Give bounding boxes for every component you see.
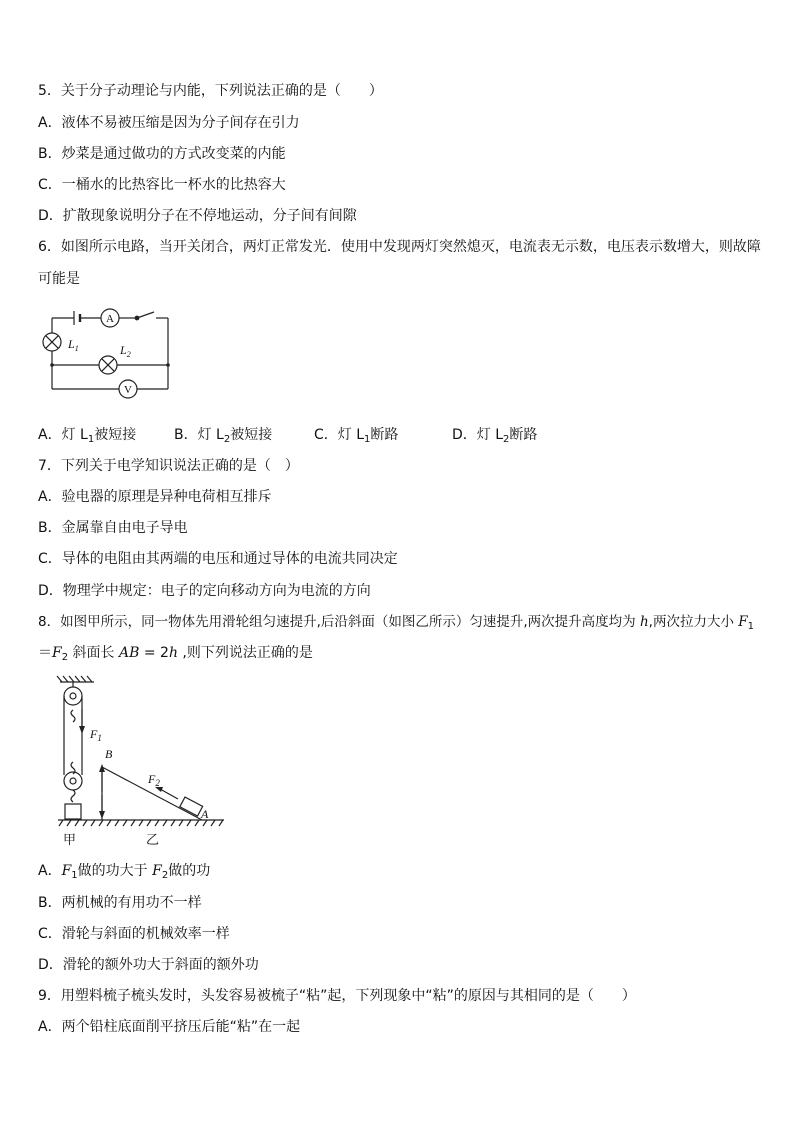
point-a-label: A (201, 807, 209, 821)
q9-option-a: A．两个铅柱底面削平挤压后能“粘”在一起 (38, 1019, 301, 1035)
figure-yi-label: 乙 (146, 833, 160, 848)
q5-option-d: D．扩散现象说明分子在不停地运动，分子间有间隙 (38, 208, 357, 224)
ammeter-label: A (106, 313, 114, 325)
point-b-label: B (105, 747, 113, 761)
q8-option-b: B．两机械的有用功不一样 (38, 895, 202, 911)
q8-option-c: C．滑轮与斜面的机械效率一样 (38, 926, 230, 942)
pulley-load-block (65, 804, 81, 819)
q8-option-d: D．滑轮的额外功大于斜面的额外功 (38, 957, 259, 973)
q5-option-b: B．炒菜是通过做功的方式改变菜的内能 (38, 146, 286, 162)
q8-pulley-incline-diagram (50, 674, 230, 854)
incline-load-block (180, 797, 203, 816)
q6-stem-line1: 6．如图所示电路，当开关闭合，两灯正常发光．使用中发现两灯突然熄灭，电流表无示数，电压表示数增大，则故障 (38, 239, 761, 255)
q7-option-d: D．物理学中规定：电子的定向移动方向为电流的方向 (38, 583, 371, 599)
fixed-pulley (64, 687, 82, 705)
q6-circuit-diagram (36, 300, 176, 404)
voltmeter-label: V (124, 384, 132, 396)
f1-arrowhead (79, 726, 85, 734)
figure-jia-label: 甲 (63, 833, 77, 848)
q7-option-a: A．验电器的原理是异种电荷相互排斥 (38, 489, 272, 505)
q6-stem-line2: 可能是 (38, 271, 80, 287)
q6-option-b: B．灯 $L_2$被短接 (174, 427, 273, 445)
q7-option-b: B．金属靠自由电子导电 (38, 520, 188, 536)
q9-stem: 9．用塑料梳子梳头发时，头发容易被梳子“粘”起，下列现象中“粘”的原因与其相同的是（ ） (38, 988, 636, 1004)
lamp-l1-label: $L_1$ (68, 337, 79, 353)
q8-option-a: A．$F_1$做的功大于 $F_2$做的功 (38, 863, 211, 881)
f2-label: $F_2$ (148, 772, 160, 788)
q6-option-a: A．灯 $L_1$被短接 (38, 427, 137, 445)
q7-stem: 7．下列关于电学知识说法正确的是（ ） (38, 458, 299, 474)
switch-blade (137, 312, 154, 318)
q5-option-a: A．液体不易被压缩是因为分子间存在引力 (38, 115, 300, 131)
q6-option-d: D．灯 $L_2$断路 (452, 427, 538, 445)
q8-stem-line1: 8．如图甲所示，同一物体先用滑轮组匀速提升,后沿斜面（如图乙所示）匀速提升,两次提升高度均为 h,两次拉力大小 $F_1$ (38, 614, 755, 632)
q5-option-c: C．一桶水的比热容比一杯水的比热容大 (38, 177, 286, 193)
lamp-l2-label: $L_2$ (120, 343, 131, 359)
f1-label: $F_1$ (90, 727, 102, 743)
movable-pulley (64, 772, 82, 790)
q6-option-c: C．灯 $L_1$断路 (314, 427, 399, 445)
q5-stem: 5．关于分子动理论与内能，下列说法正确的是（ ） (38, 83, 383, 99)
q8-stem-line2: $=F_2$ 斜面长 AB = 2h ,则下列说法正确的是 (38, 645, 313, 663)
q7-option-c: C．导体的电阻由其两端的电压和通过导体的电流共同决定 (38, 551, 398, 567)
